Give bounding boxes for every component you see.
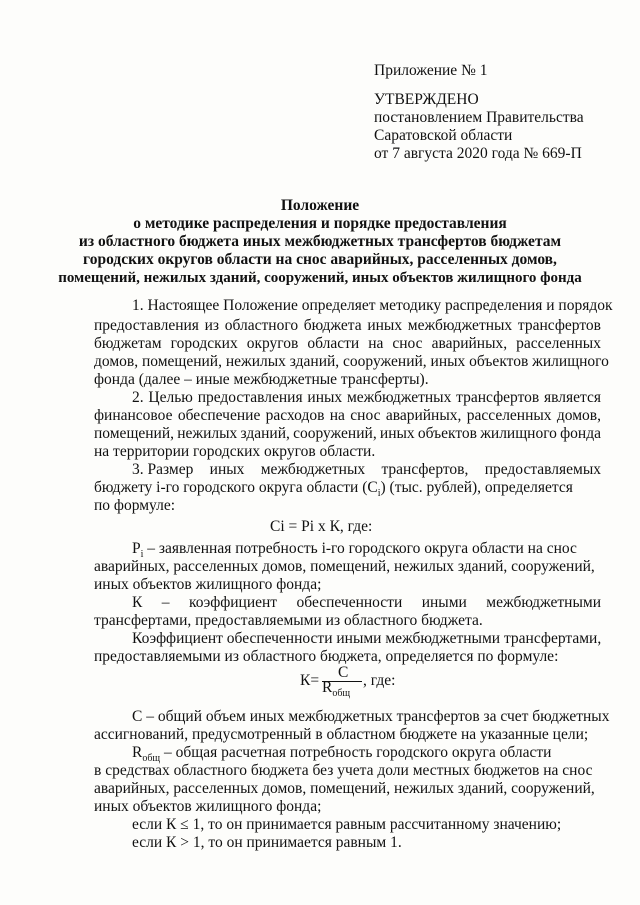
word: домов,: [556, 407, 601, 424]
word: предоставления: [94, 317, 199, 334]
word: на: [329, 407, 345, 424]
word: жилищного: [480, 425, 557, 442]
para-1-line-5: фонда (далее – иные межбюджетные трансферты).: [94, 371, 429, 388]
word: иных: [367, 317, 403, 334]
word: финансовое: [94, 407, 173, 424]
pi-def-line-1: $P_i$ – заявленная потребность i-го городского округа области на снос: [132, 540, 577, 561]
word: межбюджетных: [346, 389, 452, 406]
word: нежилых: [177, 425, 238, 442]
word: расселенных: [466, 407, 552, 424]
para-3-line-1: [132, 461, 601, 479]
word: –: [161, 594, 170, 611]
document-title: Положение: [280, 197, 360, 214]
title-line-2: о методике распределения и порядке предоставления: [133, 215, 507, 232]
word: расселенных: [516, 335, 601, 352]
para-1-line-3: [94, 335, 601, 353]
word: предоставляемых: [484, 461, 601, 478]
word: аварийных,: [385, 407, 462, 424]
word: коэффициент: [189, 594, 278, 611]
c-def-line-1: C – общий объем иных межбюджетных трансфертов за счет бюджетных: [132, 708, 610, 725]
word: снос: [350, 407, 381, 424]
word: предоставления: [197, 389, 303, 406]
word: иных: [379, 425, 415, 442]
title-line-5: помещений, нежилых зданий, сооружений, иных объектов жилищного фонда: [58, 270, 582, 286]
word: трансфертов,: [381, 461, 469, 478]
condition-2: если К > 1, то он принимается равным 1.: [132, 834, 402, 851]
formula-k-rhs: , где:: [363, 672, 396, 689]
word: помещений,: [94, 425, 175, 442]
word: бюджетам: [94, 335, 162, 352]
r-def-line-3: аварийных, расселенных домов, помещений, нежилых зданий, сооружений,: [94, 780, 595, 797]
word: обеспеченности: [296, 594, 403, 611]
word: объектов: [417, 425, 477, 442]
word: городских: [170, 335, 238, 352]
word: является: [544, 389, 601, 406]
para-1-line-4: домов, помещений, нежилых зданий, сооружений, иных объектов жилищного: [94, 353, 609, 370]
formula-k-denominator: $R_{общ}$: [322, 679, 351, 700]
word: иных: [209, 461, 245, 478]
word: межбюджетных: [407, 317, 513, 334]
approval-line-1: постановлением Правительства: [374, 109, 584, 126]
word: из: [204, 317, 220, 334]
k-def-line-1: [132, 594, 601, 612]
approved-label: УТВЕРЖДЕНО: [374, 91, 479, 108]
word: 2.: [132, 389, 144, 406]
word: снос: [392, 335, 423, 352]
word: иными: [421, 594, 467, 611]
word: трансфертов: [517, 317, 601, 334]
word: иных: [307, 389, 343, 406]
para-3-line-2: бюджету i-го городского округа области $(C_i)$ (тыс. рублей), определяется: [94, 479, 573, 500]
word: К: [132, 594, 143, 611]
word: на: [368, 335, 384, 352]
formula-ci: Ci = Pi х К, где:: [270, 518, 373, 535]
approval-line-2: Саратовской области: [374, 127, 513, 144]
r-def-line-4: иных объектов жилищного фонда;: [94, 798, 322, 815]
word: областного: [224, 317, 299, 334]
word: сооружений,: [293, 425, 377, 442]
word: бюджета: [303, 317, 362, 334]
word: межбюджетных: [260, 461, 366, 478]
pi-def-line-3: иных объектов жилищного фонда;: [94, 576, 322, 593]
para-2-line-2: [94, 407, 601, 425]
word: области: [307, 335, 360, 352]
para-1-line-1: 1. Настоящее Положение определяет методику распределения и порядок: [132, 297, 613, 314]
c-def-line-2: ассигнований, предусмотренный в областном бюджете на указанные цели;: [94, 726, 589, 743]
condition-1: если К ≤ 1, то он принимается равным рассчитанному значению;: [132, 816, 562, 833]
approval-line-3: от 7 августа 2020 года № 669-П: [374, 145, 582, 162]
word: межбюджетными: [486, 594, 601, 611]
word: округов: [246, 335, 299, 352]
r-def-line-1: $R_{общ}$ – общая расчетная потребность городского округа области: [132, 744, 552, 765]
word: трансфертов: [456, 389, 540, 406]
title-line-3: из областного бюджета иных межбюджетных трансфертов бюджетам: [78, 233, 562, 250]
para-3-line-3: по формуле:: [94, 497, 176, 514]
para-2-line-3: [94, 425, 601, 443]
formula-k-numerator: C: [338, 664, 349, 681]
coef-line-1: Коэффициент обеспеченности иными межбюджетными трансфертами,: [132, 630, 602, 647]
word: Целью: [148, 389, 193, 406]
word: обеспечение: [177, 407, 261, 424]
pi-def-line-2: аварийных, расселенных домов, помещений, нежилых зданий, сооружений,: [94, 558, 595, 575]
appendix-label: Приложение № 1: [374, 62, 488, 79]
word: фонда: [560, 425, 601, 442]
title-line-4: городских округов области на снос аварийных, расселенных домов,: [83, 251, 557, 268]
r-def-line-2: в средствах областного бюджета без учета доли местных бюджетов на снос: [94, 762, 593, 779]
word: расходов: [265, 407, 325, 424]
word: аварийных,: [431, 335, 508, 352]
para-2-line-4: на территории городских округов области.: [94, 443, 376, 460]
word: 3. Размер: [132, 461, 194, 478]
formula-k-lhs: К=: [300, 672, 320, 689]
para-1-line-2: [94, 317, 601, 335]
para-2-line-1: [132, 389, 601, 407]
k-def-line-2: трансфертами, предоставляемыми из областного бюджета.: [94, 612, 483, 629]
word: зданий,: [240, 425, 290, 442]
coef-line-2: предоставляемыми из областного бюджета, определяется по формуле:: [94, 648, 559, 665]
